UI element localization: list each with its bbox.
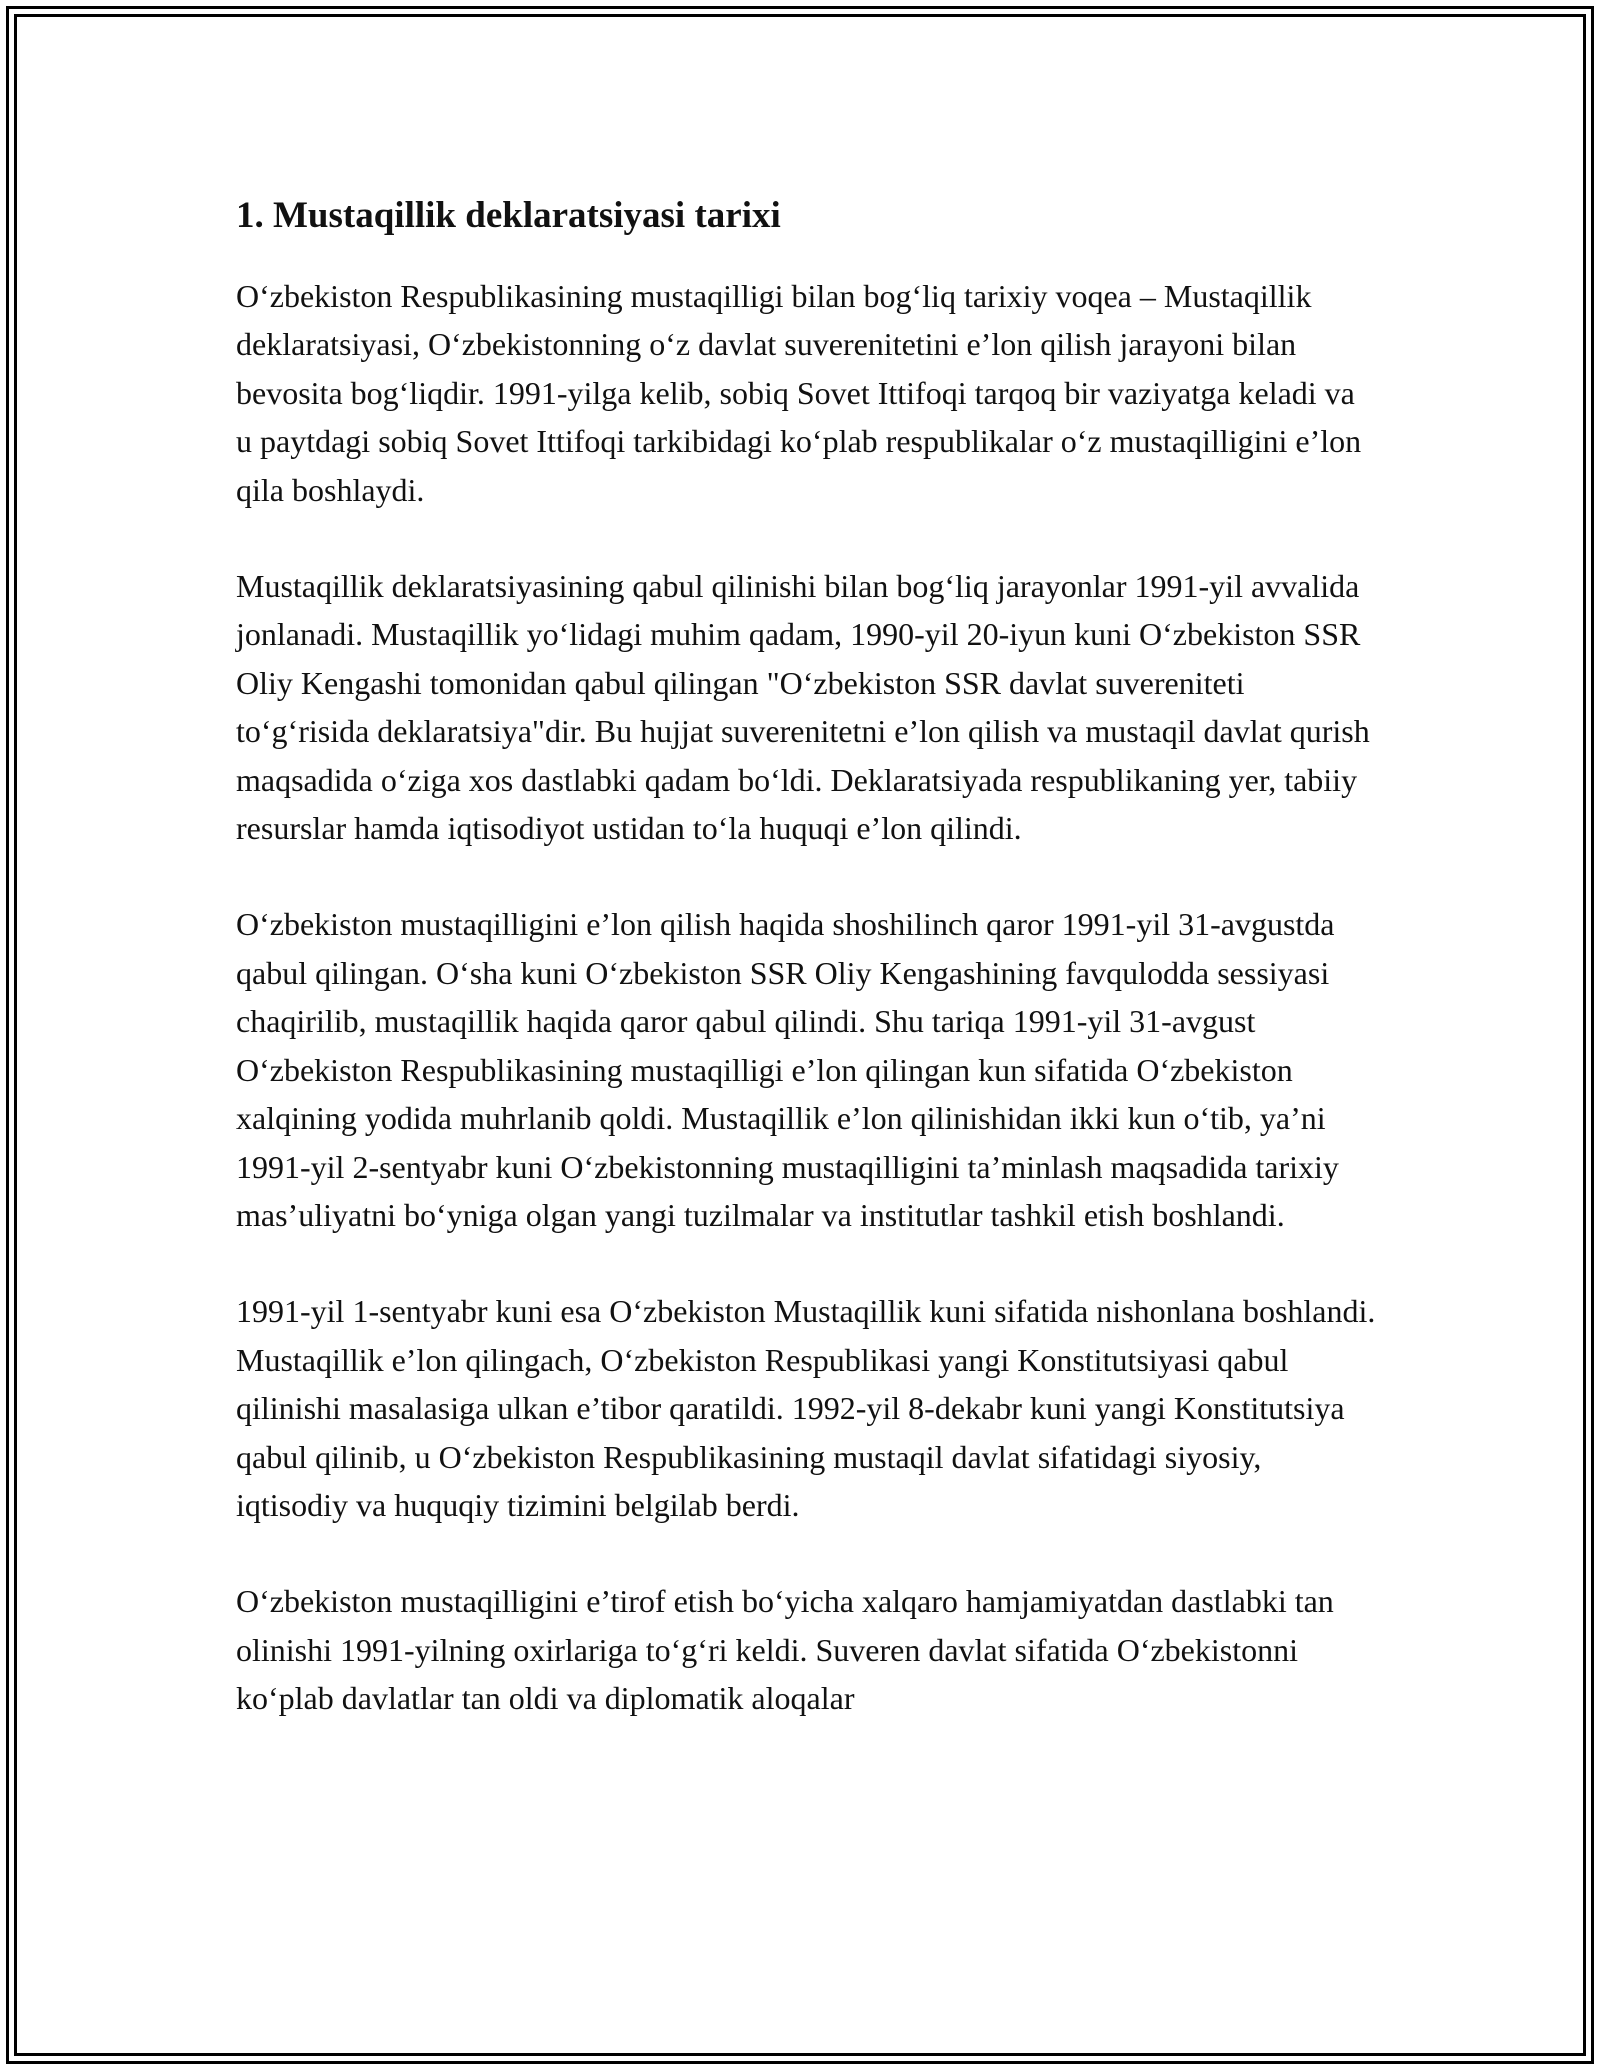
paragraph-1: O‘zbekiston Respublikasining mustaqilligi bilan bog‘liq tarixiy voqea – Mustaqillik deklaratsiyasi, O‘zbekistonning o‘z davlat suverenitetini e’lon qilish jarayoni bilan bevosita bog‘liqdir. 1991-yilga kelib, sobiq Sovet Ittifoqi tarqoq bir vaziyatga keladi va u paytdagi sobiq Sovet Ittifoqi tarkibidagi ko‘plab respublikalar o‘z mustaqilligini e’lon qila boshlaydi. [236, 278, 1362, 508]
paragraph-3: O‘zbekiston mustaqilligini e’lon qilish haqida shoshilinch qaror 1991-yil 31-avgustda qabul qilingan. O‘sha kuni O‘zbekiston SSR Oliy Kengashining favqulodda sessiyasi chaqirilib, mustaqillik haqida qaror qabul qilindi. Shu tariqa 1991-yil 31-avgust O‘zbekiston Respublikasining mustaqilligi e’lon qilingan kun sifatida O‘zbekiston xalqining yodida muhrlanib qoldi. Mustaqillik e’lon qilinishidan ikki kun o‘tib, ya’ni 1991-yil 2-sentyabr kuni O‘zbekistonning mustaqilligini ta’minlash maqsadida tarixiy mas’uliyatni bo‘yniga olgan yangi tuzilmalar va institutlar tashkil etish boshlandi. [236, 906, 1339, 1233]
section-heading: 1. Mustaqillik deklaratsiyasi tarixi [236, 195, 781, 236]
document-body [236, 188, 1376, 1771]
paragraph-4: 1991-yil 1-sentyabr kuni esa O‘zbekiston Mustaqillik kuni sifatida nishonlana boshlandi. Mustaqillik e’lon qilingach, O‘zbekiston Respublikasi yangi Konstitutsiyasi qabul qilinishi masalasiga ulkan e’tibor qaratildi. 1992-yil 8-dekabr kuni yangi Konstitutsiya qabul qilinib, u O‘zbekiston Respublikasining mustaqil davlat sifatidagi siyosiy, iqtisodiy va huquqiy tizimini belgilab berdi. [236, 1293, 1376, 1523]
paragraph-5: O‘zbekiston mustaqilligini e’tirof etish bo‘yicha xalqaro hamjamiyatdan dastlabki tan olinishi 1991-yilning oxirlariga to‘g‘ri keldi. Suveren davlat sifatida O‘zbekistonni ko‘plab davlatlar tan oldi va diplomatik aloqalar [236, 1583, 1334, 1717]
paragraph-2: Mustaqillik deklaratsiyasining qabul qilinishi bilan bog‘liq jarayonlar 1991-yil avvalida jonlanadi. Mustaqillik yo‘lidagi muhim qadam, 1990-yil 20-iyun kuni O‘zbekiston SSR Oliy Kengashi tomonidan qabul qilingan "O‘zbekiston SSR davlat suvereniteti to‘g‘risida deklaratsiya"dir. Bu hujjat suverenitetni e’lon qilish va mustaqil davlat qurish maqsadida o‘ziga xos dastlabki qadam bo‘ldi. Deklaratsiyada respublikaning yer, tabiiy resurslar hamda iqtisodiyot ustidan to‘la huquqi e’lon qilindi. [236, 568, 1370, 847]
